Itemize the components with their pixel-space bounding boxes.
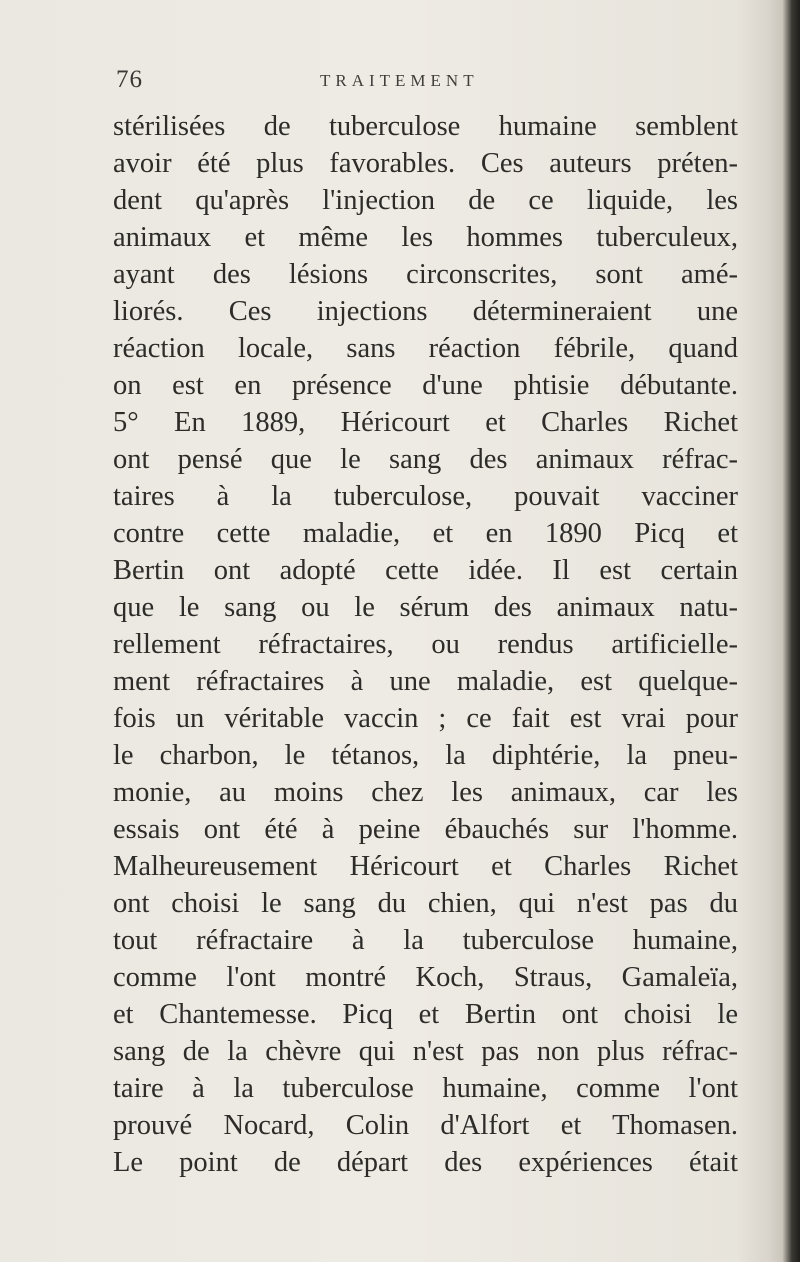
running-title: TRAITEMENT [320, 71, 479, 90]
text-line: dent qu'après l'injection de ce liquide, les [113, 185, 738, 216]
text-line: liorés. Ces injections détermineraient une [113, 296, 738, 327]
text-line: sang de la chèvre qui n'est pas non plus réfrac- [113, 1036, 738, 1067]
body-text [113, 108, 738, 1181]
text-line: Malheureusement Héricourt et Charles Richet [113, 851, 738, 882]
text-line: on est en présence d'une phtisie débutante. [113, 370, 738, 401]
text-line: le charbon, le tétanos, la diphtérie, la pneu- [113, 740, 738, 771]
text-line: stérilisées de tuberculose humaine semblent [113, 111, 738, 142]
text-line: avoir été plus favorables. Ces auteurs préten- [113, 148, 738, 179]
text-line: animaux et même les hommes tuberculeux, [113, 222, 738, 253]
page-number: 76 [116, 66, 143, 93]
book-spine-shadow [782, 0, 800, 1262]
text-line: Bertin ont adopté cette idée. Il est certain [113, 555, 738, 586]
text-line: ayant des lésions circonscrites, sont amé- [113, 259, 738, 290]
text-line: ment réfractaires à une maladie, est quelque- [113, 666, 738, 697]
text-line: essais ont été à peine ébauchés sur l'homme. [113, 814, 738, 845]
text-line: 5° En 1889, Héricourt et Charles Richet [113, 407, 738, 438]
text-line: prouvé Nocard, Colin d'Alfort et Thomasen. [113, 1110, 738, 1141]
text-line: taires à la tuberculose, pouvait vacciner [113, 481, 738, 512]
text-line: taire à la tuberculose humaine, comme l'ont [113, 1073, 738, 1104]
text-line: que le sang ou le sérum des animaux natu- [113, 592, 738, 623]
text-line: réaction locale, sans réaction fébrile, quand [113, 333, 738, 364]
text-line: ont pensé que le sang des animaux réfrac- [113, 444, 738, 475]
text-line: comme l'ont montré Koch, Straus, Gamaleïa, [113, 962, 738, 993]
text-line: Le point de départ des expériences était [113, 1147, 738, 1178]
text-line: monie, au moins chez les animaux, car les [113, 777, 738, 808]
text-line: tout réfractaire à la tuberculose humaine, [113, 925, 738, 956]
text-line: et Chantemesse. Picq et Bertin ont choisi le [113, 999, 738, 1030]
text-line: contre cette maladie, et en 1890 Picq et [113, 518, 738, 549]
page-header [110, 66, 730, 100]
text-line: fois un véritable vaccin ; ce fait est vrai pour [113, 703, 738, 734]
text-line: rellement réfractaires, ou rendus artificielle- [113, 629, 738, 660]
text-line: ont choisi le sang du chien, qui n'est pas du [113, 888, 738, 919]
